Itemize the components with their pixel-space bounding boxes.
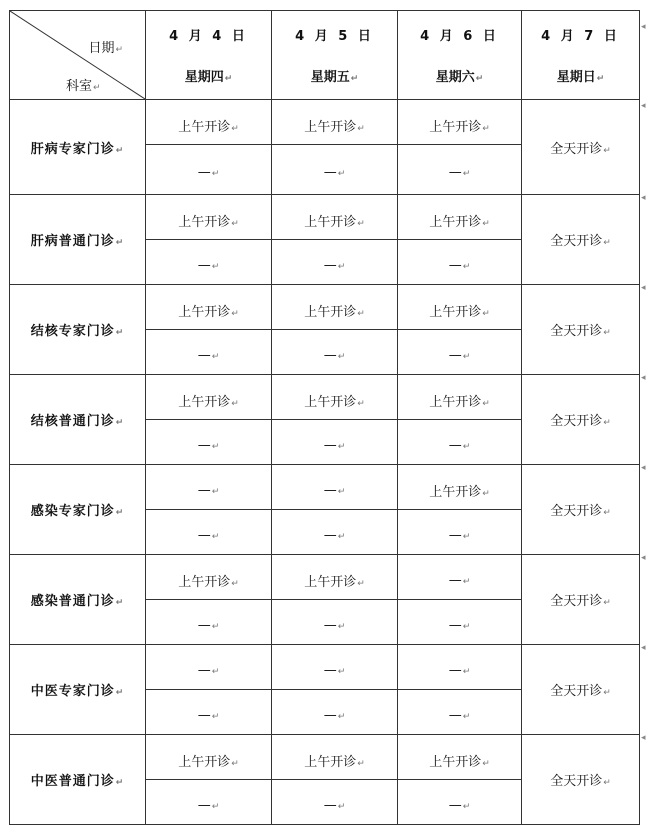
slot-morning: 上午开诊↵ (398, 465, 522, 510)
dept-name: 肝病专家门诊↵ (10, 100, 146, 195)
schedule-body (10, 100, 640, 825)
slot-afternoon: —↵ (146, 690, 272, 735)
header-day-2 (398, 11, 522, 100)
slot-afternoon: —↵ (272, 145, 398, 195)
header-day-1 (272, 11, 398, 100)
dept-row-am (10, 465, 640, 510)
day-weekday: 星期四↵ (184, 70, 233, 85)
slot-afternoon: —↵ (146, 145, 272, 195)
slot-afternoon: —↵ (146, 600, 272, 645)
slot-morning: 上午开诊↵ (146, 555, 272, 600)
dept-row-am (10, 645, 640, 690)
slot-sunday: 全天开诊↵ (522, 195, 640, 285)
slot-afternoon: —↵ (146, 510, 272, 555)
slot-morning: —↵ (146, 465, 272, 510)
header-day-3 (522, 11, 640, 100)
slot-afternoon: —↵ (272, 330, 398, 375)
slot-morning: 上午开诊↵ (398, 285, 522, 330)
slot-morning: 上午开诊↵ (272, 555, 398, 600)
slot-morning: 上午开诊↵ (146, 375, 272, 420)
dept-row-am (10, 555, 640, 600)
slot-afternoon: —↵ (398, 145, 522, 195)
slot-morning: —↵ (146, 645, 272, 690)
slot-morning: 上午开诊↵ (398, 375, 522, 420)
slot-afternoon: —↵ (398, 330, 522, 375)
corner-cell (10, 11, 146, 100)
slot-sunday: 全天开诊↵ (522, 645, 640, 735)
slot-sunday: 全天开诊↵ (522, 735, 640, 825)
slot-afternoon: —↵ (398, 600, 522, 645)
dept-row-am (10, 100, 640, 145)
day-date: 4 月 5 日 (295, 29, 374, 44)
day-date: 4 月 4 日 (169, 29, 248, 44)
dept-name: 感染普通门诊↵ (10, 555, 146, 645)
slot-afternoon: —↵ (398, 240, 522, 285)
dept-name: 结核普通门诊↵ (10, 375, 146, 465)
slot-afternoon: —↵ (272, 780, 398, 825)
slot-morning: 上午开诊↵ (272, 195, 398, 240)
slot-afternoon: —↵ (398, 420, 522, 465)
corner-dept-label: 科室↵ (66, 79, 101, 94)
slot-afternoon: —↵ (146, 780, 272, 825)
dept-name: 感染专家门诊↵ (10, 465, 146, 555)
slot-morning: —↵ (398, 555, 522, 600)
slot-morning: 上午开诊↵ (272, 285, 398, 330)
slot-afternoon: —↵ (146, 330, 272, 375)
dept-name: 肝病普通门诊↵ (10, 195, 146, 285)
slot-afternoon: —↵ (398, 780, 522, 825)
slot-morning: 上午开诊↵ (398, 195, 522, 240)
slot-afternoon: —↵ (272, 690, 398, 735)
slot-sunday: 全天开诊↵ (522, 285, 640, 375)
slot-morning: —↵ (272, 465, 398, 510)
dept-name: 中医专家门诊↵ (10, 645, 146, 735)
slot-afternoon: —↵ (272, 600, 398, 645)
slot-afternoon: —↵ (398, 510, 522, 555)
dept-row-am (10, 735, 640, 780)
slot-afternoon: —↵ (146, 420, 272, 465)
day-weekday: 星期五↵ (310, 70, 359, 85)
slot-afternoon: —↵ (272, 420, 398, 465)
header-day-0 (146, 11, 272, 100)
slot-afternoon: —↵ (272, 240, 398, 285)
slot-morning: 上午开诊↵ (146, 100, 272, 145)
slot-morning: —↵ (272, 645, 398, 690)
dept-row-am (10, 375, 640, 420)
slot-sunday: 全天开诊↵ (522, 465, 640, 555)
slot-morning: 上午开诊↵ (146, 195, 272, 240)
day-date: 4 月 7 日 (541, 29, 620, 44)
slot-morning: 上午开诊↵ (272, 375, 398, 420)
slot-morning: 上午开诊↵ (398, 100, 522, 145)
corner-date-label: 日期↵ (88, 41, 123, 56)
slot-morning: 上午开诊↵ (272, 100, 398, 145)
slot-morning: —↵ (398, 645, 522, 690)
day-weekday: 星期六↵ (435, 70, 484, 85)
slot-morning: 上午开诊↵ (272, 735, 398, 780)
dept-name: 结核专家门诊↵ (10, 285, 146, 375)
dept-row-am (10, 195, 640, 240)
slot-sunday: 全天开诊↵ (522, 375, 640, 465)
day-date: 4 月 6 日 (420, 29, 499, 44)
dept-row-am (10, 285, 640, 330)
header-row (10, 11, 640, 100)
slot-afternoon: —↵ (146, 240, 272, 285)
slot-afternoon: —↵ (398, 690, 522, 735)
slot-sunday: 全天开诊↵ (522, 100, 640, 195)
day-weekday: 星期日↵ (556, 70, 605, 85)
slot-morning: 上午开诊↵ (398, 735, 522, 780)
dept-name: 中医普通门诊↵ (10, 735, 146, 825)
slot-morning: 上午开诊↵ (146, 285, 272, 330)
slot-sunday: 全天开诊↵ (522, 555, 640, 645)
slot-morning: 上午开诊↵ (146, 735, 272, 780)
schedule-table (9, 10, 640, 825)
slot-afternoon: —↵ (272, 510, 398, 555)
